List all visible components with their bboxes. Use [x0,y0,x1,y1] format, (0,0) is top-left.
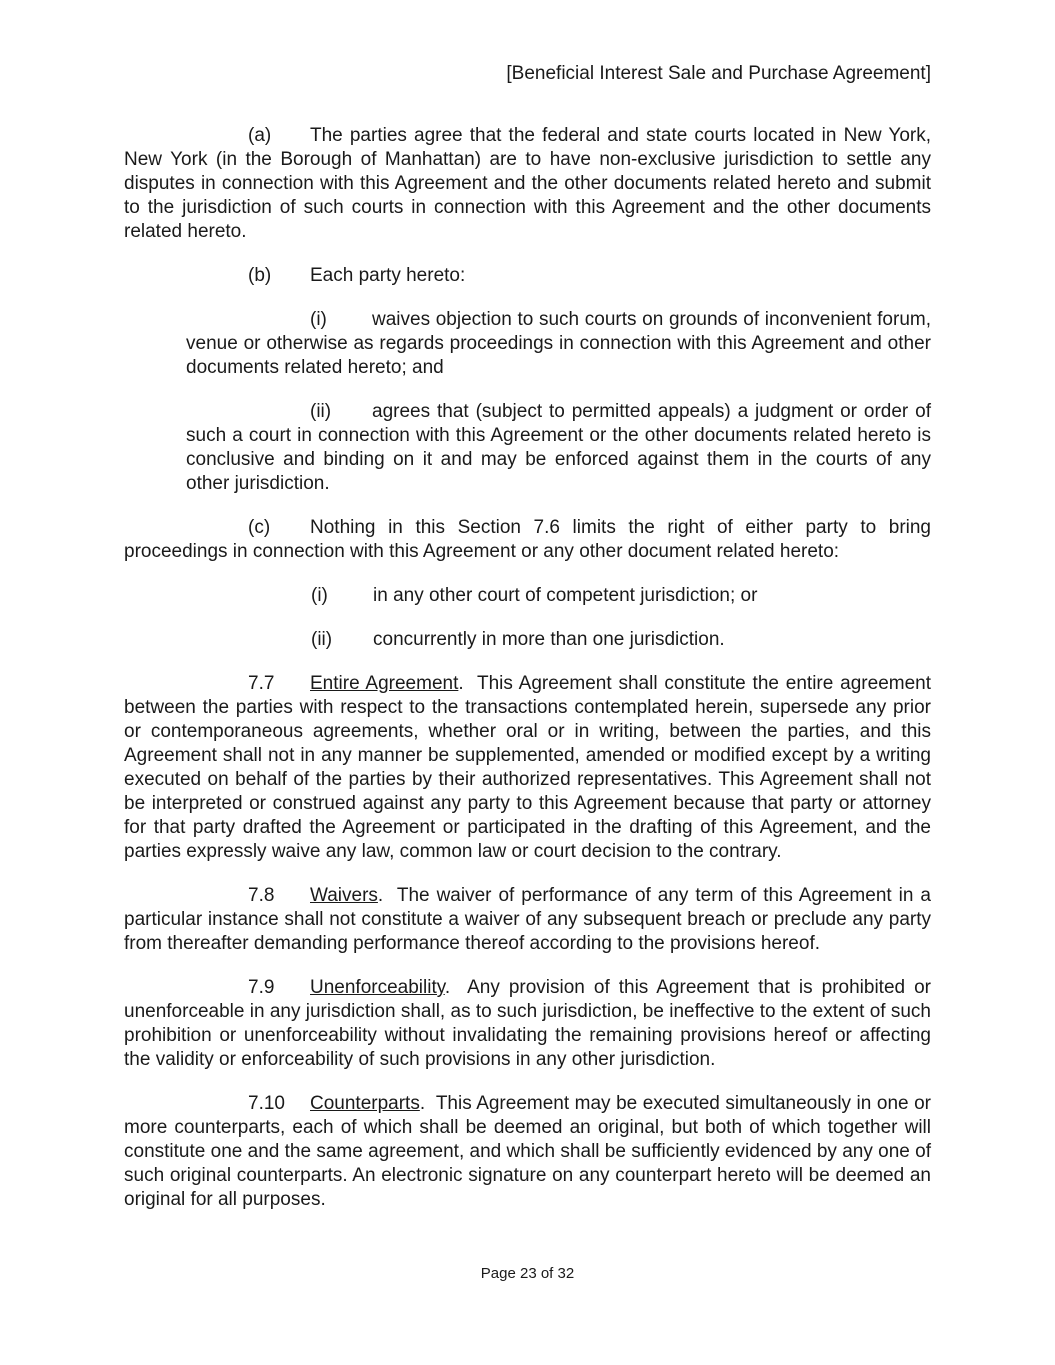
section-7-7: 7.7 Entire Agreement. This Agreement shall constitute the entire agreement between the parties with respect to the transactions contemplated herein, supersede any prior or contemporaneous agreements, whether oral or in writing, between the parties, and this Agreement shall not in any manner be supplemented, amended or modified except by a writing executed on behalf of the parties by their authorized representatives. This Agreement shall not be interpreted or construed against any party to this Agreement because that party or attorney for that party drafted the Agreement or participated in the drafting of this Agreement, and the parties expressly waive any law, common law or court decision to the contrary. [124,673,931,862]
section-heading: Unenforceability [310,977,445,998]
clause-label: (i) [310,309,327,330]
clause-label: (b) [248,265,272,286]
section-7-8: 7.8 Waivers. The waiver of performance of any term of this Agreement in a particular instance shall not constitute a waiver of any subsequent breach or preclude any party from thereafter demanding performance thereof according to the provisions hereof. [124,885,932,954]
clause-text: Each party hereto: [310,265,466,286]
section-7-9: 7.9 Unenforceability. Any provision of this Agreement that is prohibited or unenforceable in any jurisdiction shall, as to such jurisdiction, be ineffective to the extent of such prohibition or unenforceability without invalidating the remaining provisions hereof or affecting the validity or enforceability of such provisions in any other jurisdiction. [124,977,931,1070]
clause-label: (a) [248,125,272,146]
clause-b-ii [186,400,931,496]
section-number: 7.10 [248,1093,285,1114]
section-heading: Waivers [310,885,378,906]
clause-text: The parties agree that the federal and state courts located in New York, New York (in the Borough of Manhattan) are to have non-exclusive jurisdiction to settle any disputes in connection with this Agreement and the other documents related hereto and submit to the jurisdiction of such courts in connection with this Agreement and the other documents related hereto. [124,125,931,242]
section-text: Any provision of this Agreement that is prohibited or unenforceable in any jurisdiction shall, as to such jurisdiction, be ineffective to the extent of such prohibition or unenforceability without invalidating the remaining provisions hereof or affecting the validity or enforceability of such provisions in any other jurisdiction. [124,977,931,1070]
clause-text: in any other court of competent jurisdiction; or [373,585,758,606]
section-text: The waiver of performance of any term of this Agreement in a particular instance shall not constitute a waiver of any subsequent breach or preclude any party from thereafter demanding performance thereof according to the provisions hereof. [124,885,932,954]
clause-c-i [311,584,931,608]
clause-a [124,124,931,244]
clause-c-ii [311,628,931,652]
section-number: 7.8 [248,885,275,906]
section-number: 7.7 [248,673,275,694]
page-number: Page 23 of 32 [480,1265,575,1282]
section-heading: Counterparts [310,1093,420,1114]
clause-text: Nothing in this Section 7.6 limits the right of either party to bring proceedings in connection with this Agreement or any other document related hereto: [124,517,931,562]
section-7-10: 7.10 Counterparts. This Agreement may be executed simultaneously in one or more counterparts, each of which shall be deemed an original, but both of which together will constitute one and the same agreement, and which shall be sufficiently evidenced by any one of such original counterparts. An electronic signature on any counterpart hereto will be deemed an original for all purposes. [124,1093,931,1210]
clause-text: waives objection to such courts on grounds of inconvenient forum, venue or otherwise as regards proceedings in connection with this Agreement and other documents related hereto; and [186,309,931,378]
clause-label: (ii) [310,401,332,422]
clause-label: (c) [248,517,271,538]
clause-label: (i) [311,585,328,606]
clause-label: (ii) [311,629,333,650]
clause-b-i [186,308,931,380]
document-header: [Beneficial Interest Sale and Purchase Agreement] [506,63,931,84]
section-number: 7.9 [248,977,275,998]
clause-c [124,516,931,564]
section-heading: Entire Agreement [310,673,459,694]
document-body [124,124,931,1232]
section-text: This Agreement shall constitute the entire agreement between the parties with respect to the transactions contemplated herein, supersede any prior or contemporaneous agreements, whether oral or in writing, between the parties, and this Agreement shall not in any manner be supplemented, amended or modified except by a writing executed on behalf of the parties by their authorized representatives. This Agreement shall not be interpreted or construed against any party to this Agreement because that party or attorney for that party drafted the Agreement or participated in the drafting of this Agreement, and the parties expressly waive any law, common law or court decision to the contrary. [124,673,931,862]
clause-text: agrees that (subject to permitted appeals) a judgment or order of such a court in connection with this Agreement or the other documents related hereto is conclusive and binding on it and may be enforced against them in the courts of any other jurisdiction. [186,401,931,494]
clause-b [124,264,931,288]
clause-text: concurrently in more than one jurisdiction. [373,629,725,650]
section-text: This Agreement may be executed simultaneously in one or more counterparts, each of which shall be deemed an original, but both of which together will constitute one and the same agreement, and which shall be sufficiently evidenced by any one of such original counterparts. An electronic signature on any counterpart hereto will be deemed an original for all purposes. [124,1093,931,1210]
